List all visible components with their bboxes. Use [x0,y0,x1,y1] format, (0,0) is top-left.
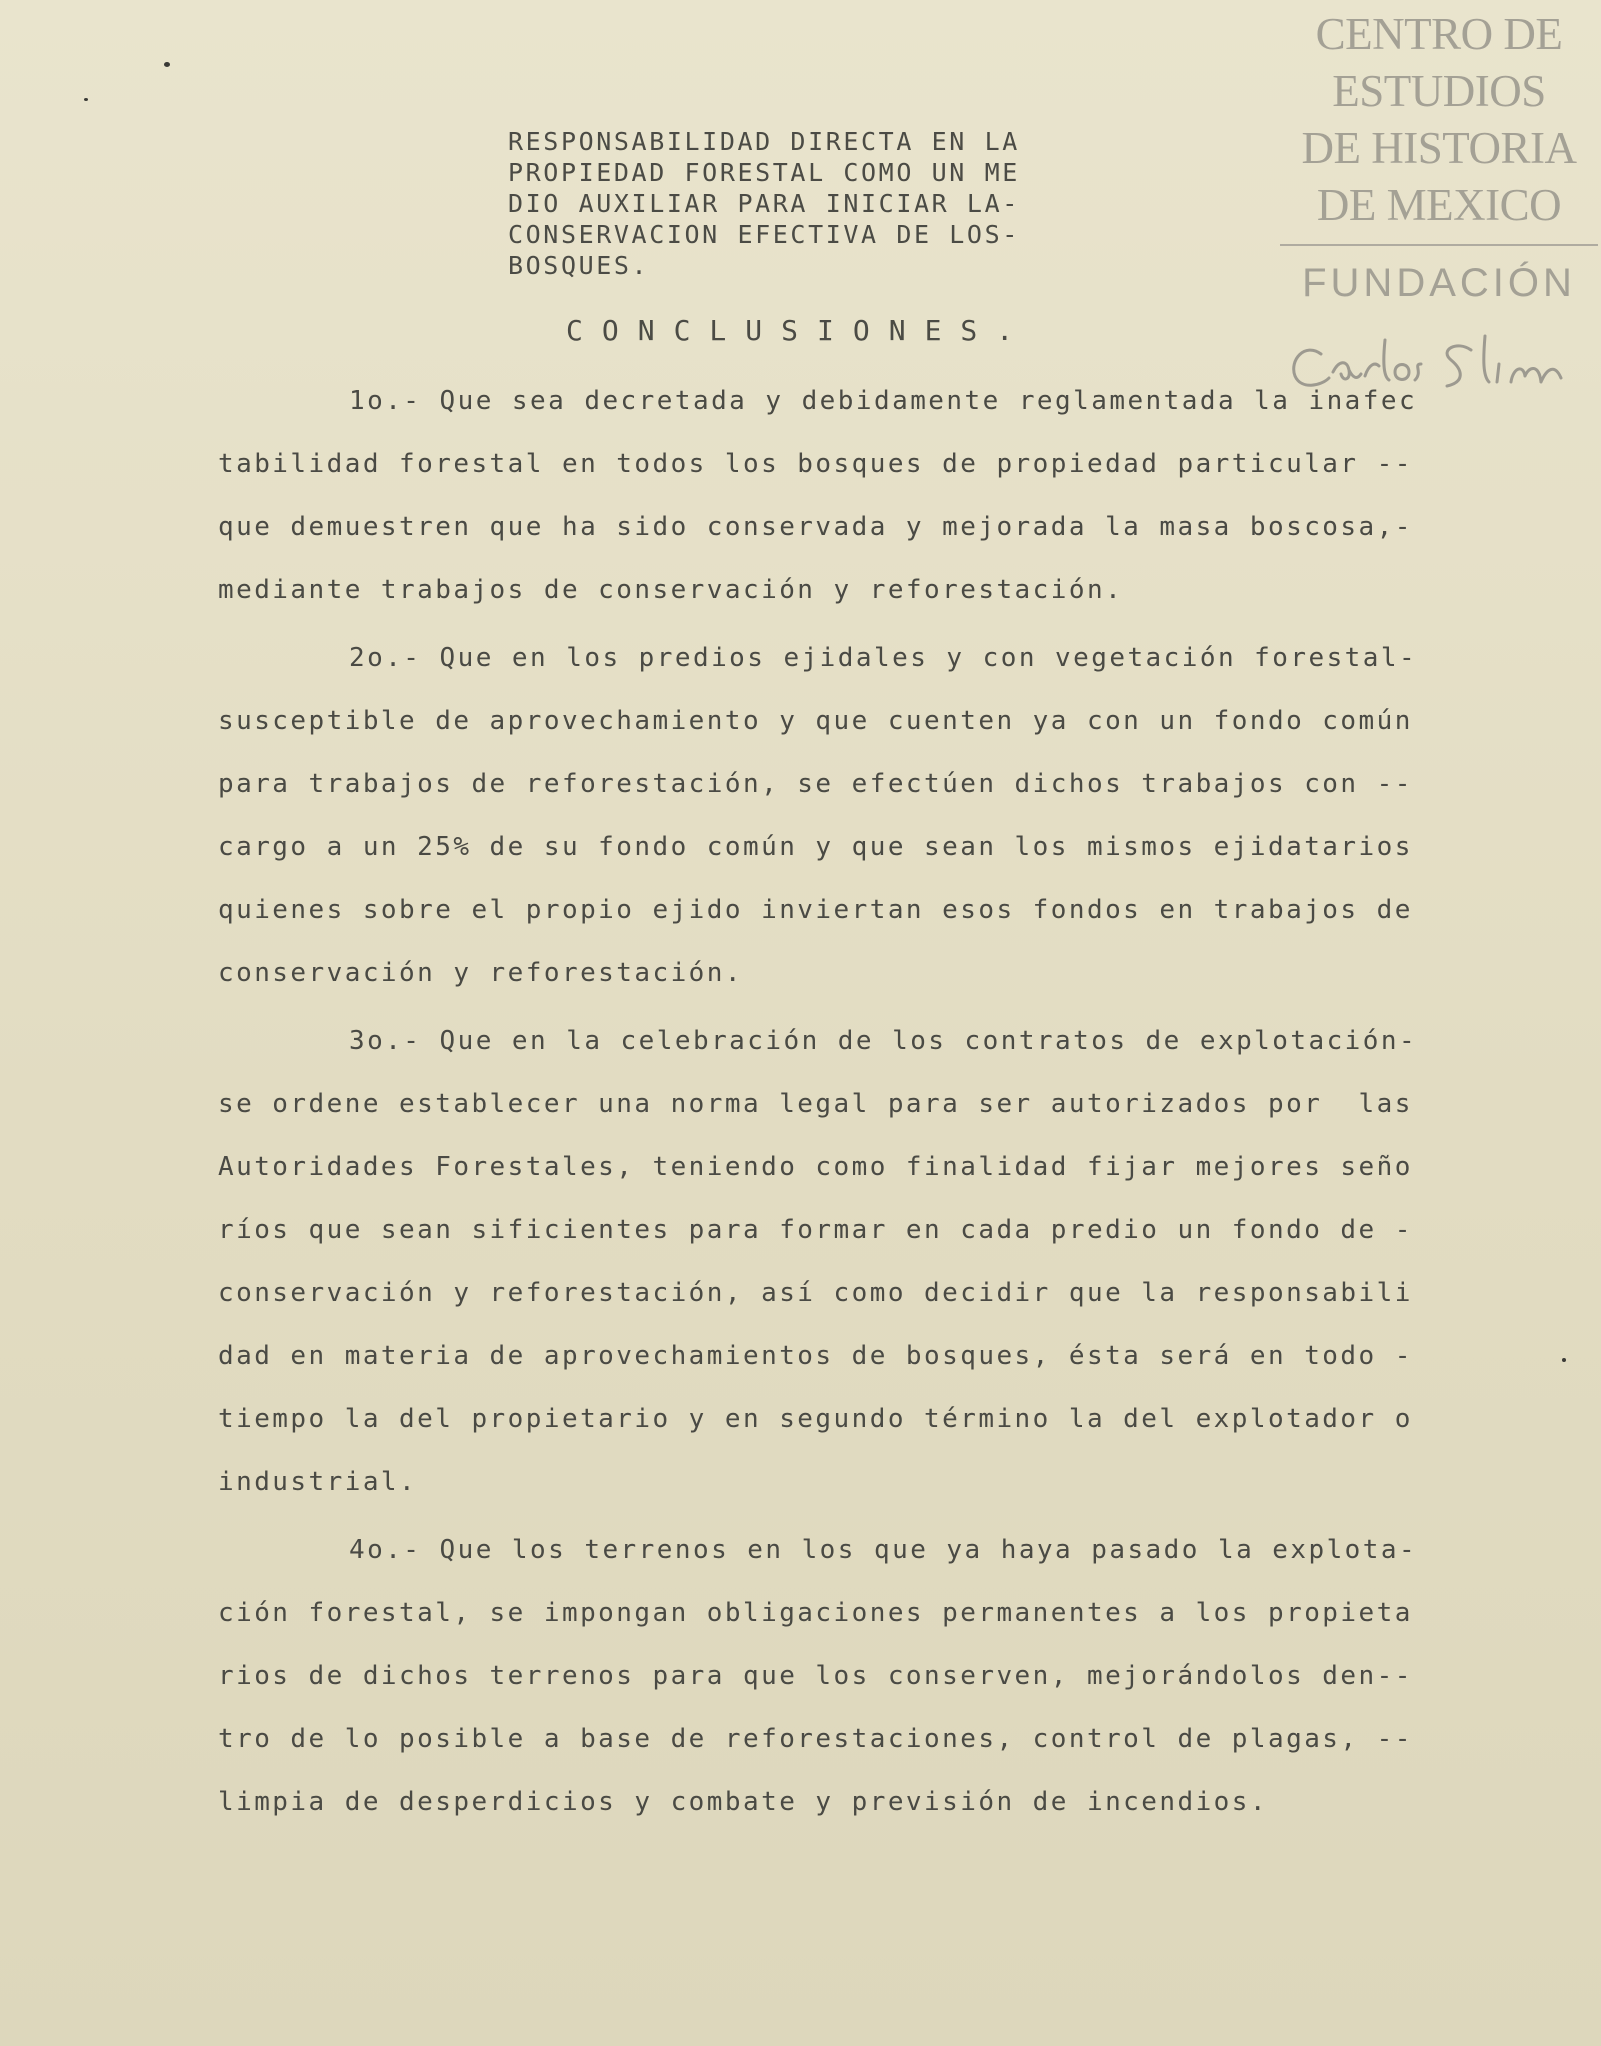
watermark-foundation: FUNDACIÓN [1302,261,1576,305]
document-body [218,370,1488,1839]
text-line: que demuestren que ha sido conservada y mejorada la masa boscosa,- [218,512,1413,542]
text-line: cargo a un 25% de su fondo común y que sean los mismos ejidatarios [218,832,1413,862]
section-heading: CONCLUSIONES. [566,314,1033,347]
archive-watermark [1280,6,1598,308]
text-line: ción forestal, se impongan obligaciones permanentes a los propieta [218,1598,1413,1628]
text-line: conservación y reforestación, así como decidir que la responsabili [218,1278,1413,1308]
conclusion-paragraph [218,370,1488,622]
title-line: PROPIEDAD FORESTAL COMO UN ME [508,158,1020,187]
watermark-line: DE HISTORIA [1301,123,1577,173]
paper-speck [164,62,170,67]
document-title [508,126,1068,281]
title-line: RESPONSABILIDAD DIRECTA EN LA [508,127,1020,156]
title-line: DIO AUXILIAR PARA INICIAR LA- [508,189,1020,218]
text-line: 1o.- Que sea decretada y debidamente reglamentada la inafec [349,386,1418,416]
text-line: tabilidad forestal en todos los bosques de propiedad particular -- [218,449,1413,479]
text-line: tiempo la del propietario y en segundo término la del explotador o [218,1404,1413,1434]
text-line: 2o.- Que en los predios ejidales y con vegetación forestal- [349,643,1418,673]
text-line: para trabajos de reforestación, se efectúen dichos trabajos con -- [218,769,1413,799]
text-line: 3o.- Que en la celebración de los contratos de explotación- [349,1026,1418,1056]
text-line: quienes sobre el propio ejido inviertan esos fondos en trabajos de [218,895,1413,925]
watermark-divider [1280,244,1598,246]
text-line: ríos que sean sificientes para formar en cada predio un fondo de - [218,1215,1413,1245]
text-line: susceptible de aprovechamiento y que cuenten ya con un fondo común [218,706,1413,736]
text-line: se ordene establecer una norma legal para ser autorizados por las [218,1089,1413,1119]
conclusion-paragraph [218,627,1488,1005]
title-line: BOSQUES. [508,251,650,280]
text-line: dad en materia de aprovechamientos de bosques, ésta será en todo - [218,1341,1413,1371]
text-line: 4o.- Que los terrenos en los que ya haya pasado la explota- [349,1535,1418,1565]
watermark-line: CENTRO DE [1315,9,1563,59]
conclusion-paragraph [218,1010,1488,1514]
paper-speck [84,98,88,101]
title-line: CONSERVACION EFECTIVA DE LOS- [508,220,1020,249]
text-line: limpia de desperdicios y combate y previsión de incendios. [218,1787,1268,1817]
conclusion-paragraph [218,1519,1488,1834]
text-line: mediante trabajos de conservación y reforestación. [218,575,1124,605]
text-line: industrial. [218,1467,418,1497]
watermark-line: DE MEXICO [1316,180,1562,230]
text-line: rios de dichos terrenos para que los conserven, mejorándolos den-- [218,1661,1413,1691]
text-line: Autoridades Forestales, teniendo como finalidad fijar mejores seño [218,1152,1413,1182]
paper-speck [1562,1358,1566,1362]
watermark-line: ESTUDIOS [1332,66,1546,116]
text-line: conservación y reforestación. [218,958,743,988]
text-line: tro de lo posible a base de reforestaciones, control de plagas, -- [218,1724,1413,1754]
